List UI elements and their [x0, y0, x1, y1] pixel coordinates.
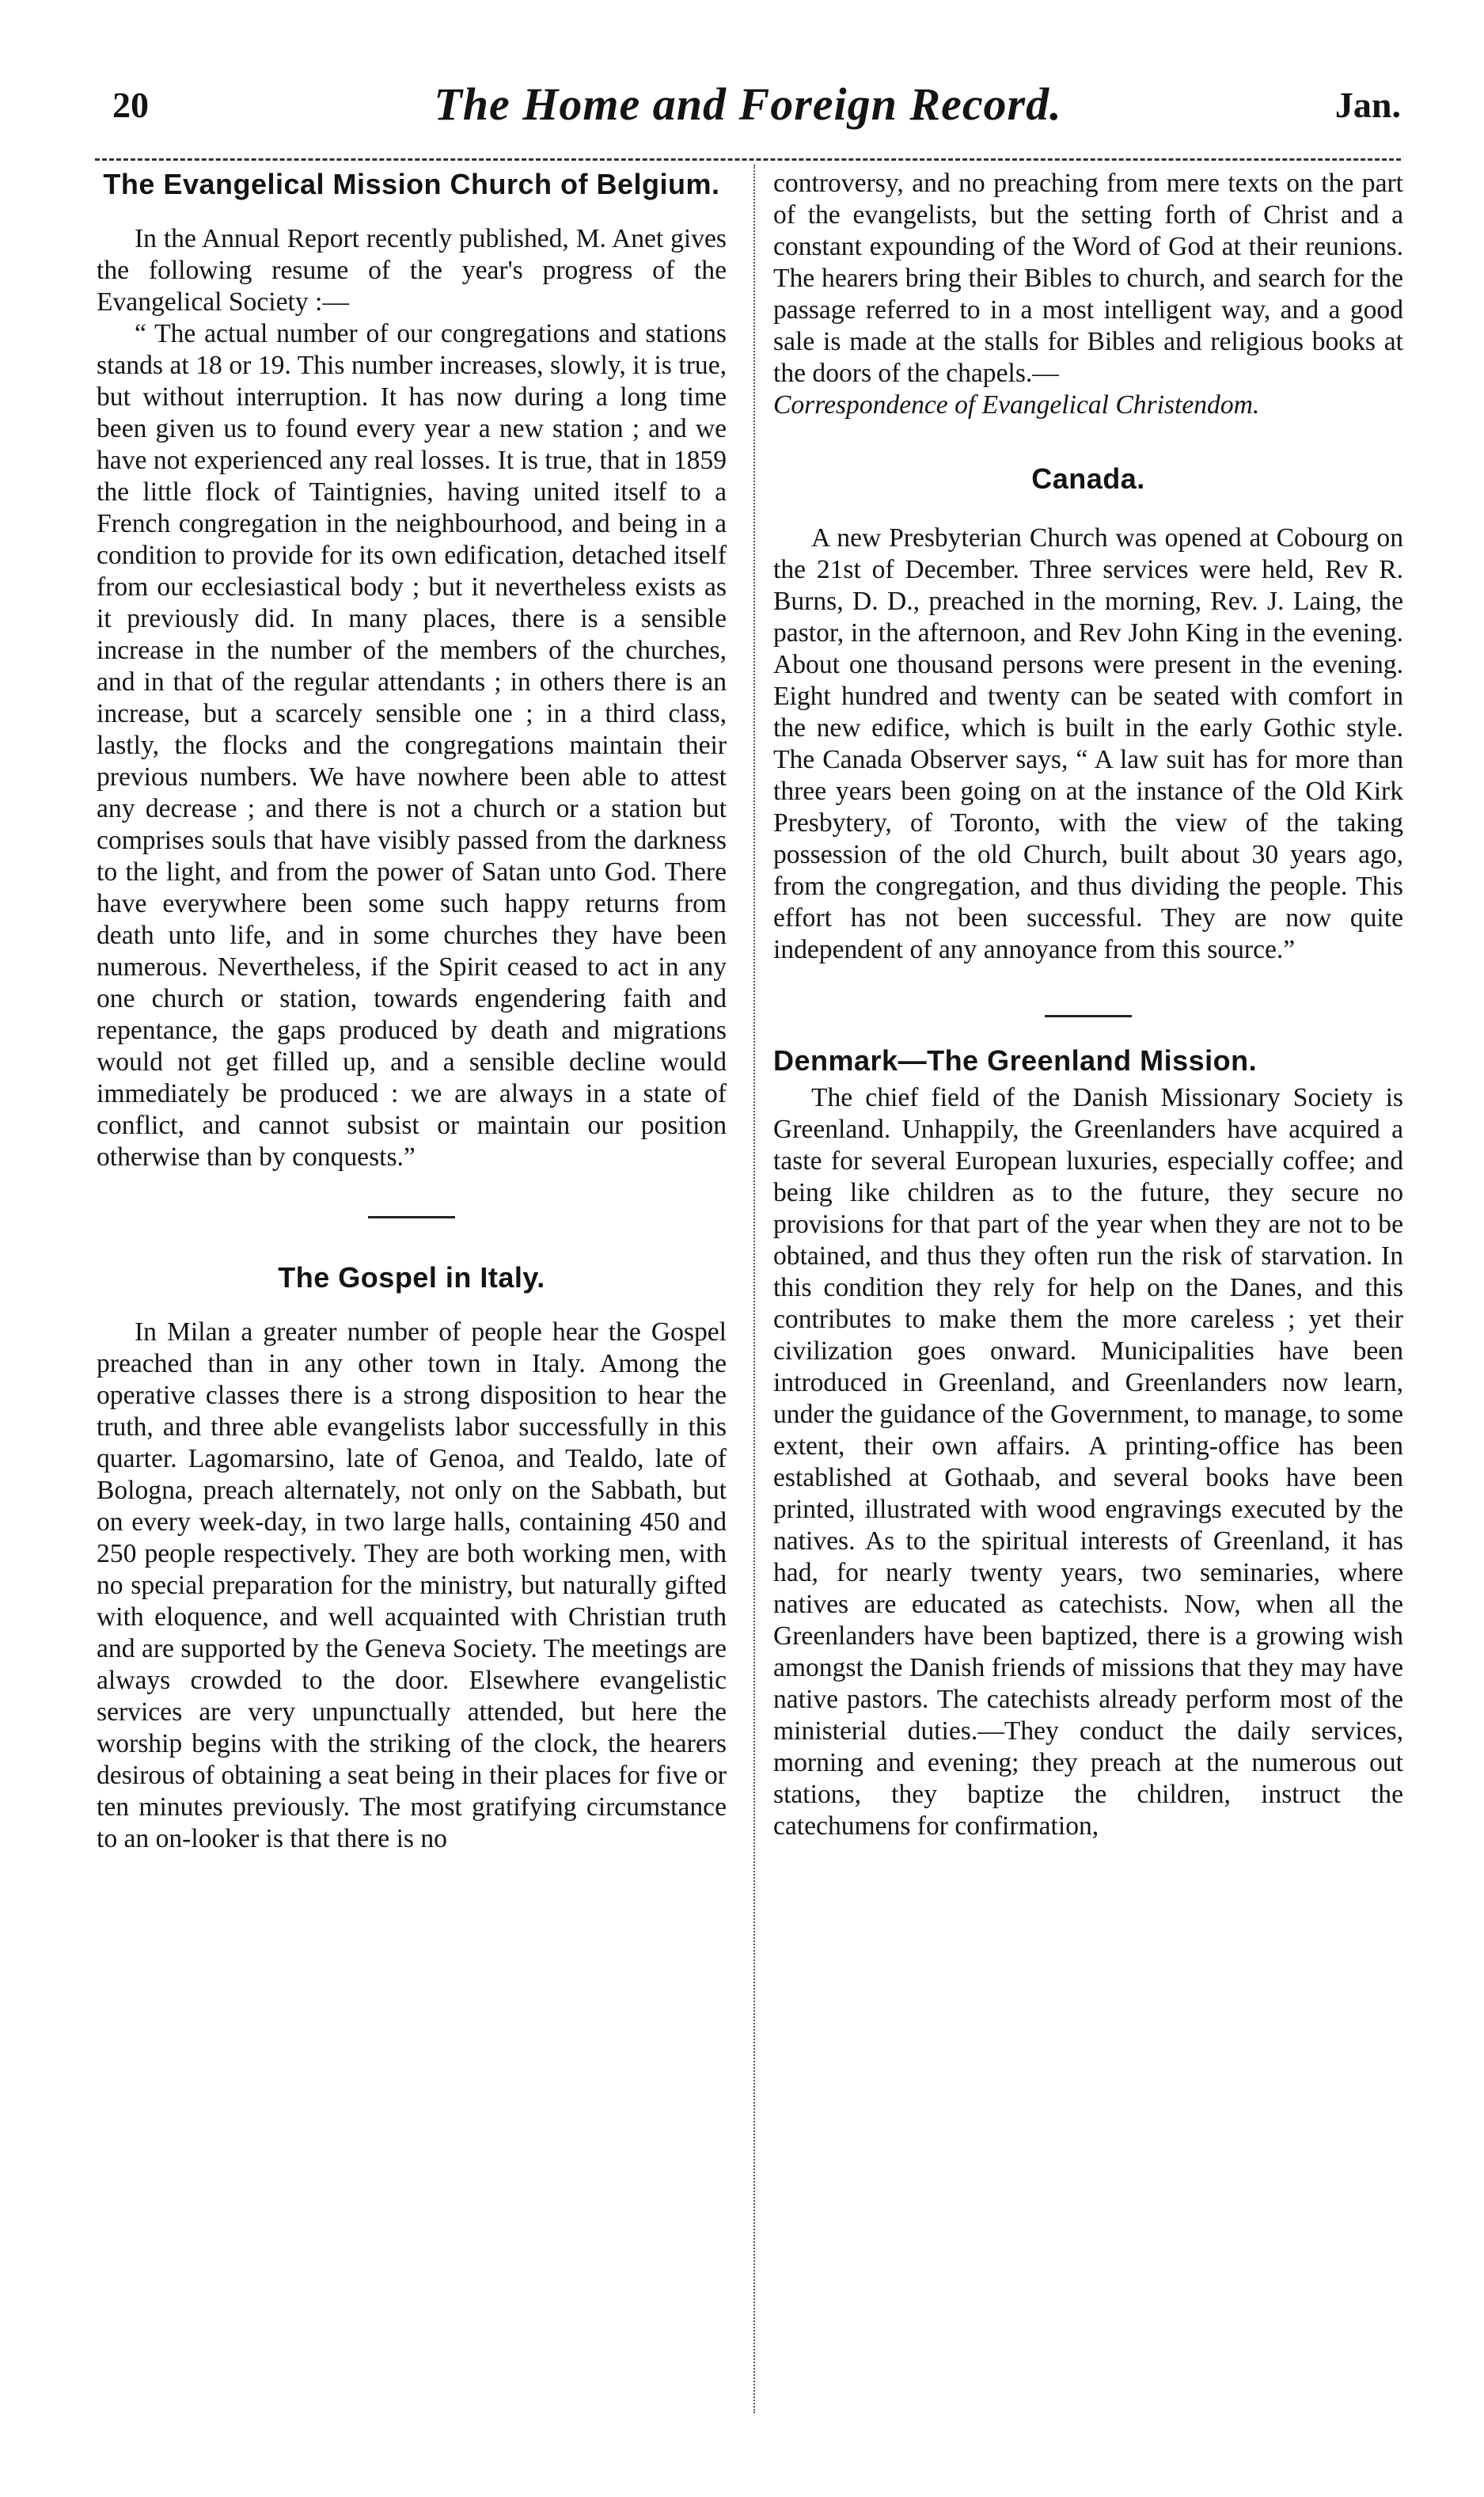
page-header [95, 76, 1401, 139]
canada-article-title: Canada. [1031, 462, 1145, 495]
canada-paragraph: A new Presbyterian Church was opened at Cobourg on the 21st of December. Three services were held, Rev R. Burns, D. D., preached in the morning, Rev. J. Laing, the pastor, in the afternoon, and Rev John King in the evening. About one thousand persons were present in the evening. Eight hundred and twenty can be seated with comfort in the new edifice, which is built in the early Gothic style. The Canada Observer says, “ A law suit has for more than three years been going on at the instance of the Old Kirk Presbytery, of Toronto, with the view of the taking possession of the old Church, built about 30 years ago, from the congregation, and thus dividing the people. This effort has not been successful. They are now quite independent of any annoyance from this source.” [773, 523, 1403, 964]
right-column [773, 168, 1403, 1842]
belgium-intro-paragraph: In the Annual Report recently published, M. Anet gives the following resume of the year's progress of the Evangelical Society :— [97, 224, 727, 317]
belgium-article-title: The Evangelical Mission Church of Belgium. [103, 168, 720, 200]
denmark-paragraph: The chief field of the Danish Missionary Society is Greenland. Unhappily, the Greenlanders have acquired a taste for several European luxuries, especially coffee; and being like children as to the future, they secure no provisions for that part of the year when they are not to be obtained, and thus they often run the risk of starvation. In this condition they rely for help on the Danes, and this contributes to make them the more careless ; yet their civilization goes onward. Municipalities have been introduced in Greenland, and Greenlanders now learn, under the guidance of the Government, to manage, to some extent, their own affairs. A printing-office has been established at Gothaab, and several books have been printed, illustrated with wood engravings executed by the natives. As to the spiritual interests of Greenland, it has had, for nearly twenty years, two seminaries, where natives are educated as catechists. Now, when all the Greenlanders have been baptized, there is a growing wish amongst the Danish friends of missions that they may have native pastors. The catechists already perform most of the ministerial duties.—They conduct the daily services, morning and evening; they preach at the numerous out stations, they baptize the children, instruct the catechumens for confirmation, [773, 1083, 1403, 1841]
denmark-article-title: Denmark—The Greenland Mission. [773, 1044, 1258, 1077]
italy-continued-paragraph: controversy, and no preaching from mere texts on the part of the evangelists, but the setting forth of Christ and a constant expounding of the Word of God at their reunions. The hearers bring their Bibles to church, and search for the passage referred to in a most intelligent way, and a good sale is made at the stalls for Bibles and religious books at the doors of the chapels.— [773, 169, 1403, 388]
italy-paragraph: In Milan a greater number of people hear the Gospel preached than in any other town in Italy. Among the operative classes there is a strong disposition to hear the truth, and three able evangelists labor successfully in this quarter. Lagomarsino, late of Genoa, and Tealdo, late of Bologna, preach alternately, not only on the Sabbath, but on every week-day, in two large halls, containing 450 and 250 people respectively. They are both working men, with no special preparation for the ministry, but naturally gifted with eloquence, and well acquainted with Christian truth and are supported by the Geneva Society. The meetings are always crowded to the door. Elsewhere evangelistic services are very unpunctually attended, but here the worship begins with the striking of the clock, the hearers desirous of obtaining a seat being in their places for five or ten minutes previously. The most gratifying circumstance to an on-looker is that there is no [97, 1317, 727, 1853]
italy-article-title: The Gospel in Italy. [278, 1261, 545, 1294]
page-number: 20 [112, 85, 149, 125]
running-title: The Home and Foreign Record. [434, 78, 1062, 130]
left-column [97, 168, 727, 1855]
header-divider [95, 158, 1401, 161]
issue-month: Jan. [1334, 85, 1401, 125]
column-divider [753, 165, 755, 2413]
belgium-quote-paragraph: “ The actual number of our congregations and stations stands at 18 or 19. This number increases, slowly, it is true, but without interruption. It has now during a long time been given us to found every year a new station ; and we have not experienced any real losses. It is true, that in 1859 the little flock of Taintignies, having united itself to a French congregation in the neighbourhood, and being in a condition to provide for its own edification, detached itself from our ecclesiastical body ; but it nevertheless exists as it previously did. In many places, there is a sensible increase in the number of the members of the churches, and in that of the regular attendants ; in others there is an increase, but a scarcely sensible one ; in a third class, lastly, the flocks and the congregations maintain their previous numbers. We have nowhere been able to attest any decrease ; and there is not a church or a station but comprises souls that have visibly passed from the darkness to the light, and from the power of Satan unto God. There have everywhere been some such happy returns from death unto life, and in some churches they have been numerous. Nevertheless, if the Spirit ceased to act in any one church or station, towards engendering faith and repentance, the gaps produced by death and migrations would not get filled up, and a sensible decline would immediately be produced : we are always in a state of conflict, and cannot subsist or maintain our position otherwise than by conquests.” [97, 319, 727, 1172]
italy-source-credit: Correspondence of Evangelical Christendom. [773, 390, 1260, 420]
